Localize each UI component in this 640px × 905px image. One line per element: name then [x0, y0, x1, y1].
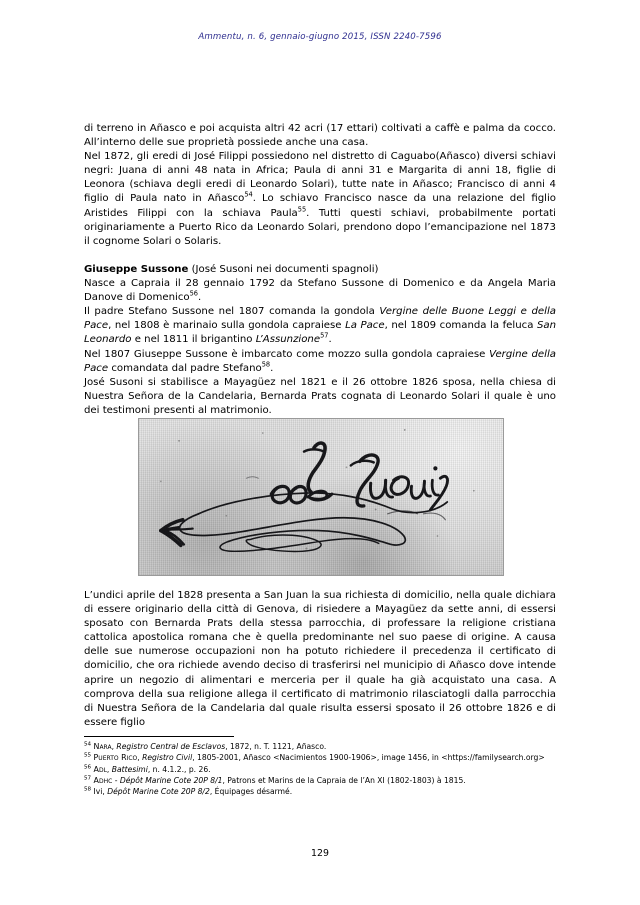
footnote-ref-55[interactable]: 55	[297, 205, 307, 214]
paragraph-birth	[84, 277, 556, 305]
footnote-title-58: Dépôt Marine Cote 20P 8/2	[107, 787, 210, 797]
father-text-mid1: , nel 1808 è marinaio sulla gondola capraiese	[108, 320, 346, 332]
footnote-title-55: Registro Civil	[142, 753, 193, 763]
ship-name-la-pace: La Pace	[345, 320, 385, 332]
footnote-ref-58[interactable]: 58	[261, 360, 271, 369]
signature-figure	[138, 418, 504, 576]
paragraph-embarkation	[84, 348, 556, 376]
para1-line2-mid: . Lo schiavo Francisco nasce da una relazione del figlio Aristides Filippi con la schiava Paula	[84, 193, 556, 219]
footnote-source-56: Adl	[93, 764, 107, 774]
embark-text-pre: Nel 1807 Giuseppe Sussone è imbarcato come mozzo sulla gondola capraiese	[84, 348, 490, 360]
footnote-58-pre: Ivi,	[93, 787, 108, 797]
footnote-title-57: Dépôt Marine Cote 20P 8/1	[119, 775, 223, 785]
footnote-56-post: , n. 4.1.2., p. 26.	[147, 764, 211, 774]
footnote-title-56: Battesimi	[111, 764, 148, 774]
para2-text: L’undici aprile del 1828 presenta a San Juan la sua richiesta di domicilio, nella quale dichiara di essere originario della città di Genova, di risiedere a Mayagüez da sette anni, di essersi sposato con Bernarda Prats della stessa parrocchia, di professare la religione cristiana cattolica apostolica romana che è quella predominante nel suo paese di origine. A causa delle sue numerose occupazioni non ha potuto richiedere il precedenza il certificato di domicilio, che ora richiede avendo deciso di trasferirsi nel municipio di Añasco dove intende aprire un negozio di alimentari e merceria per il quale ha già acquistato una casa. A comprova della sua religione allega il certificato di matrimonio rilasciatogli dalla parrocchia di Nuestra Señora de la Candelaria dal quale risulta essersi sposato il 26 ottobre 1826 e di essere figlio	[84, 590, 556, 728]
footnote-56	[84, 764, 556, 775]
embark-text-post: .	[270, 362, 274, 374]
footnote-number-57: 57	[84, 775, 92, 782]
birth-text-pre: Nasce a Capraia il 28 gennaio 1792 da Stefano Sussone di Domenico e da Angela Maria Danove di Domenico	[84, 278, 556, 304]
footnote-title-54: Registro Central de Esclavos	[116, 742, 226, 751]
paragraph-marriage	[84, 376, 556, 418]
footnote-ref-54[interactable]: 54	[244, 191, 253, 200]
paragraph-domicile-request	[84, 589, 556, 730]
embark-text-mid: comandata dal padre Stefano	[108, 362, 262, 374]
footnote-separator-rule	[84, 736, 234, 737]
ship-name-lassunzione: L’Assunzione	[255, 334, 321, 346]
footnote-57-pre: -	[112, 775, 120, 785]
footnote-ref-56[interactable]: 56	[189, 289, 198, 298]
footnote-55-pre: ,	[137, 753, 143, 763]
footnote-source-55: Puerto Rico	[93, 753, 138, 763]
footnote-ref-57[interactable]: 57	[320, 332, 329, 341]
signature-ink-drawing	[139, 419, 503, 575]
footnote-57	[84, 775, 556, 786]
section-heading-giuseppe-sussone	[84, 263, 556, 277]
footnote-number-55: 55	[84, 752, 92, 759]
father-text-mid3: e nel 1811 il brigantino	[131, 334, 256, 346]
text-column-lower	[84, 589, 556, 730]
para1-line2-pre: Nel 1872, gli eredi di José Filippi possiedono nel distretto di Caguabo(Añasco) diversi schiavi negri: Juana di anni 48 nata in Africa; Paula di anni 31 e Margarita di anni 18, figlie di Leonora (schiava degli eredi di Leonardo Solari), tutte nate in Añasco; Francisco di anni 4 figlio di Paula nato in Añasco	[84, 151, 556, 205]
footnote-54-pre: ,	[111, 742, 117, 751]
paragraph-spacer	[84, 249, 556, 263]
footnote-54-post: , 1872, n. T. 1121, Añasco.	[225, 742, 327, 751]
ship-name-vergine-della-pace: Vergine della Pace	[84, 348, 556, 374]
footnotes-block	[84, 736, 556, 797]
paragraph-1872-heirs	[84, 150, 556, 249]
father-text-pre: Il padre Stefano Sussone nel 1807 comanda la gondola	[84, 306, 380, 318]
footnote-55-post: , 1805-2001, Añasco <Nacimientos 1900-1906>, image 1456, in <https://familysearch.org>	[192, 753, 545, 763]
footnote-58	[84, 786, 556, 797]
footnote-source-57: Adhc	[93, 775, 113, 785]
father-text-mid2: , nel 1809 comanda la feluca	[384, 320, 537, 332]
text-column	[84, 122, 556, 418]
page-number: 129	[311, 848, 329, 859]
footnote-number-58: 58	[84, 786, 92, 793]
para1-line2-post: . Tutti questi schiavi, probabilmente portati originariamente a Puerto Rico da Leonardo Solari, prendono dopo l’emancipazione nel 1873 il cognome Solari o Solaris.	[84, 207, 556, 247]
marriage-text: José Susoni si stabilisce a Mayagüez nel 1821 e il 26 ottobre 1826 sposa, nella chiesa di Nuestra Señora de la Candelaria, Bernarda Prats cognata di Leonardo Solari il quale è uno dei testimoni presenti al matrimonio.	[84, 376, 556, 416]
section-heading-alias: (José Susoni nei documenti spagnoli)	[188, 263, 379, 275]
running-header: Ammentu, n. 6, gennaio-giugno 2015, ISSN 2240-7596	[198, 32, 442, 42]
footnote-57-post: , Patrons et Marins de la Capraia de l’An XI (1802-1803) à 1815.	[222, 775, 466, 785]
footnote-54	[84, 741, 556, 752]
footnote-number-56: 56	[84, 764, 92, 771]
footnote-55	[84, 752, 556, 763]
footnote-58-post: , Équipages désarmé.	[209, 787, 293, 797]
footnote-source-54: Nara	[93, 742, 112, 751]
footnote-56-pre: ,	[106, 764, 112, 774]
ship-name-vergine-buone-leggi: Vergine delle Buone Leggi e della Pace	[84, 306, 556, 332]
para1-line1: di terreno in Añasco e poi acquista altri 42 acri (17 ettari) coltivati a caffè e palma da cocco. All’interno delle sue proprietà possiede anche una casa.	[84, 123, 556, 149]
section-heading-name: Giuseppe Sussone	[84, 263, 189, 275]
father-text-post: .	[328, 334, 332, 346]
ship-name-san-leonardo: San Leonardo	[84, 320, 556, 346]
paragraph-continuation	[84, 122, 556, 150]
birth-text-post: .	[197, 292, 202, 304]
paragraph-father-ships	[84, 305, 556, 347]
footnote-number-54: 54	[84, 741, 92, 748]
